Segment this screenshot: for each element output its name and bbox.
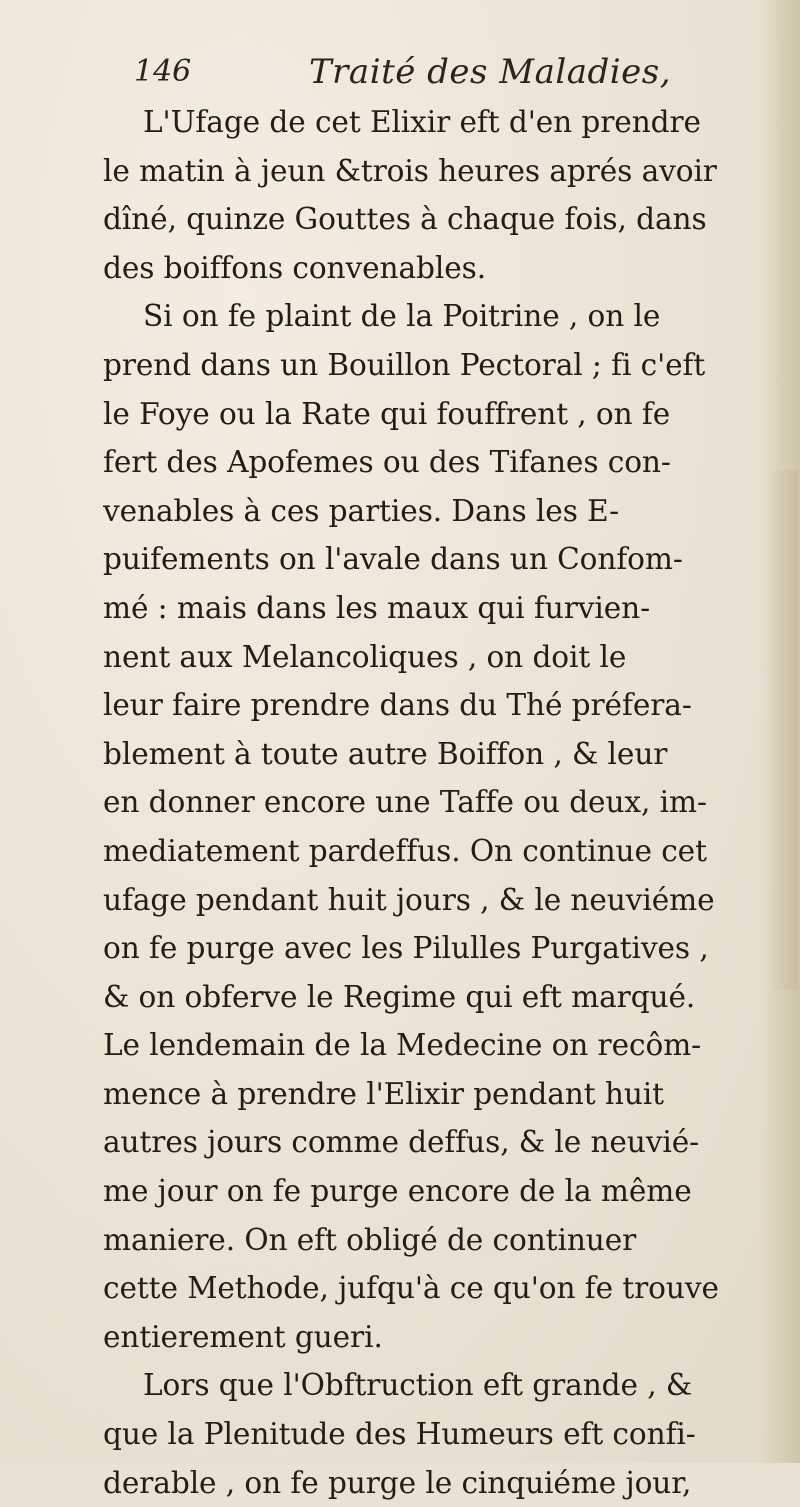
- text-line: leur faire prendre dans du Thé préfera-: [103, 688, 692, 723]
- text-line: que la Plenitude des Humeurs eft confi-: [103, 1417, 696, 1452]
- text-line: L'Ufage de cet Elixir eft d'en prendre: [143, 105, 701, 139]
- text-line: me jour on fe purge encore de la même: [103, 1174, 692, 1209]
- text-line: derable , on fe purge le cinquiéme jour,: [103, 1465, 692, 1500]
- text-line: ufage pendant huit jours , & le neuviéme: [103, 882, 715, 917]
- text-line: on fe purge avec les Pilulles Purgatives ,: [103, 931, 709, 966]
- text-line: puifements on l'avale dans un Confom-: [103, 542, 683, 577]
- text-line: autres jours comme deffus, & le neuvié-: [103, 1125, 700, 1160]
- text-line: Le lendemain de la Medecine on recôm-: [103, 1028, 702, 1063]
- page-number: 146: [134, 54, 192, 89]
- text-line: le matin à jeun &trois heures aprés avoir: [103, 153, 717, 188]
- text-line: blement à toute autre Boiffon , & leur: [103, 736, 668, 771]
- text-line: & on obferve le Regime qui eft marqué.: [103, 979, 696, 1014]
- text-line: Lors que l'Obftruction eft grande , &: [143, 1368, 693, 1403]
- text-line: mence à prendre l'Elixir pendant huit: [103, 1076, 664, 1111]
- text-line: maniere. On eft obligé de continuer: [103, 1222, 637, 1257]
- text-line: dîné, quinze Gouttes à chaque fois, dans: [103, 202, 707, 237]
- text-line: des boiffons convenables.: [103, 250, 487, 285]
- text-line: prend dans un Bouillon Pectoral ; fi c'eft: [103, 347, 706, 382]
- text-line: en donner encore une Taffe ou deux, im-: [103, 785, 707, 820]
- body-text: [103, 98, 800, 1507]
- text-line: le Foye ou la Rate qui fouffrent , on fe: [103, 396, 671, 431]
- text-line: Si on fe plaint de la Poitrine , on le: [143, 299, 661, 334]
- page-header: [134, 52, 694, 102]
- text-line: entierement gueri.: [103, 1319, 383, 1354]
- text-line: venables à ces parties. Dans les E-: [103, 493, 620, 528]
- text-line: mediatement pardeffus. On continue cet: [103, 833, 707, 868]
- text-line: mé : mais dans les maux qui furvien-: [103, 590, 650, 625]
- text-line: nent aux Melancoliques , on doit le: [103, 639, 627, 674]
- text-line: fert des Apofemes ou des Tifanes con-: [103, 445, 671, 480]
- running-title: Traité des Maladies,: [309, 52, 672, 92]
- text-line: cette Methode, jufqu'à ce qu'on fe trouve: [103, 1271, 719, 1306]
